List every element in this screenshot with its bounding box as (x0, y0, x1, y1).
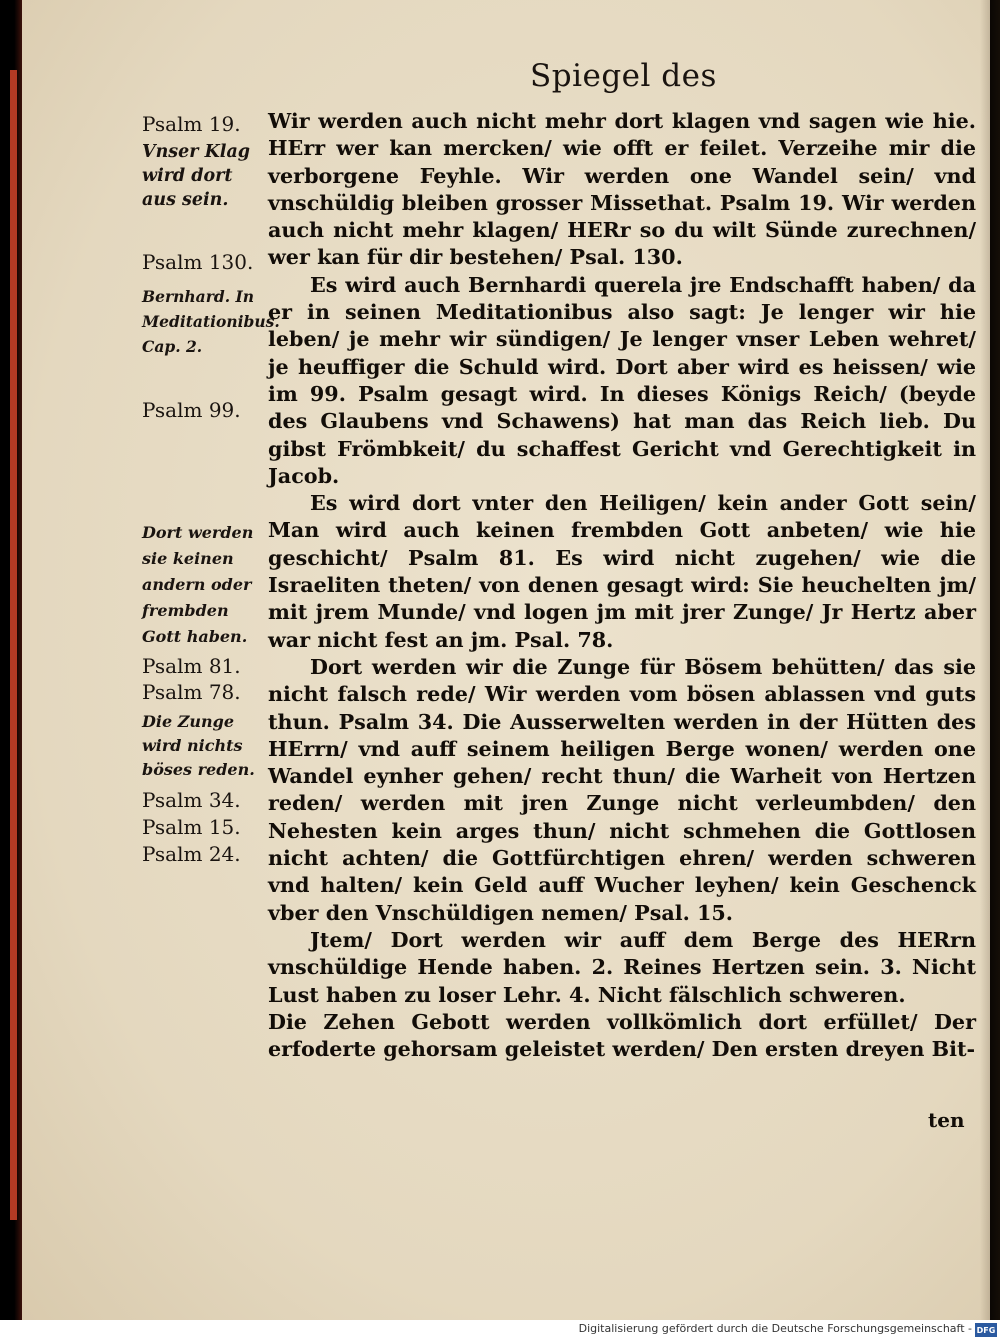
dfg-logo-icon: DFG (975, 1323, 997, 1337)
margin-note-psalm-19: Psalm 19. (142, 112, 241, 136)
margin-note-psalm-130: Psalm 130. (142, 250, 254, 274)
body-text (268, 108, 976, 1063)
margin-note-psalm-99: Psalm 99. (142, 398, 241, 422)
margin-note-psalm-78: Psalm 78. (142, 680, 241, 704)
paragraph-3: Es wird dort vnter den Heiligen/ kein ander Gott sein/ Man wird auch keinen frembden Gott anbeten/ wie hie geschicht/ Psalm 81. Es wird nicht zugehen/ wie die Israeliten theten/ von denen gesagt wird: Sie heuchelten jm/ mit jrem Munde/ vnd logen jm mit jrer Zunge/ Jr Hertz aber war nicht fest an jm. Psal. 78. (268, 491, 976, 652)
margin-note-dort: Dort werden sie keinen andern oder frembden Gott haben. (142, 523, 254, 646)
catchword: ten (928, 1108, 965, 1132)
footer-credit: Digitalisierung gefördert durch die Deutsche Forschungsgemeinschaft - (578, 1322, 972, 1335)
paragraph-2: Es wird auch Bernhardi querela jre Endschafft haben/ da er in seinen Meditationibus also sagt: Je lenger wir hie leben/ je mehr wir sündigen/ Je lenger vnser Leben wehret/ je heuffiger die Schuld wird. Dort aber wird es heissen/ wie im 99. Psalm gesagt wird. In dieses Königs Reich/ (beyde des Glaubens vnd Schawens) hat man das Reich lieb. Du gibst Frömbkeit/ du schaffest Gericht vnd Gerechtigkeit in Jacob. (268, 272, 976, 488)
paragraph-1: Wir werden auch nicht mehr dort klagen vnd sagen wie hie. HErr wer kan mercken/ wie offt er feilet. Verzeihe mir die verborgene Feyhle. Wir werden one Wandel sein/ vnd vnschüldig bleiben grosser Missethat. Psalm 19. Wir werden auch nicht mehr klagen/ HERr so du wilt Sünde zurechnen/ wer kan für dir bestehen/ Psal. 130. (268, 109, 976, 270)
gutter-shadow (980, 0, 1000, 1320)
red-edge-strip (10, 70, 17, 1220)
margin-note-psalm-15: Psalm 15. (142, 815, 241, 839)
paragraph-4: Dort werden wir die Zunge für Bösem behütten/ das sie nicht falsch rede/ Wir werden vom bösen ablassen vnd guts thun. Psalm 34. Die Ausserwelten werden in der Hütten des HErrn/ vnd auff seinem heiligen Berge wonen/ werden one Wandel eynher gehen/ recht thun/ die Warheit von Hertzen reden/ werden mit jren Zunge nicht verleumbden/ den Nehesten kein arges thun/ nicht schmehen die Gottlosen nicht achten/ die Gottfürchtigen ehren/ werden schweren vnd halten/ kein Geld auff Wucher leyhen/ kein Geschenck vber den Vnschüldigen nemen/ Psal. 15. (268, 654, 976, 925)
margin-note-bernhard: Bernhard. In Meditationibus. Cap. 2. (142, 287, 280, 356)
running-title: Spiegel des (530, 58, 717, 94)
margin-note-psalm-24: Psalm 24. (142, 842, 241, 866)
paragraph-6: Die Zehen Gebott werden vollkömlich dort erfüllet/ Der erfoderte gehorsam geleistet werden/ Den ersten dreyen Bit- (268, 1009, 976, 1062)
margin-note-psalm-34: Psalm 34. (142, 788, 241, 812)
margin-note-psalm-81: Psalm 81. (142, 654, 241, 678)
margin-note-zunge: Die Zunge wird nichts böses reden. (142, 712, 255, 779)
margin-note-klag: Vnser Klag wird dort aus sein. (142, 142, 251, 210)
paragraph-5: Jtem/ Dort werden wir auff dem Berge des HERrn vnschüldige Hende haben. 2. Reines Hertzen sein. 3. Nicht Lust haben zu loser Lehr. 4. Nicht fälschlich schweren. (268, 927, 976, 1007)
